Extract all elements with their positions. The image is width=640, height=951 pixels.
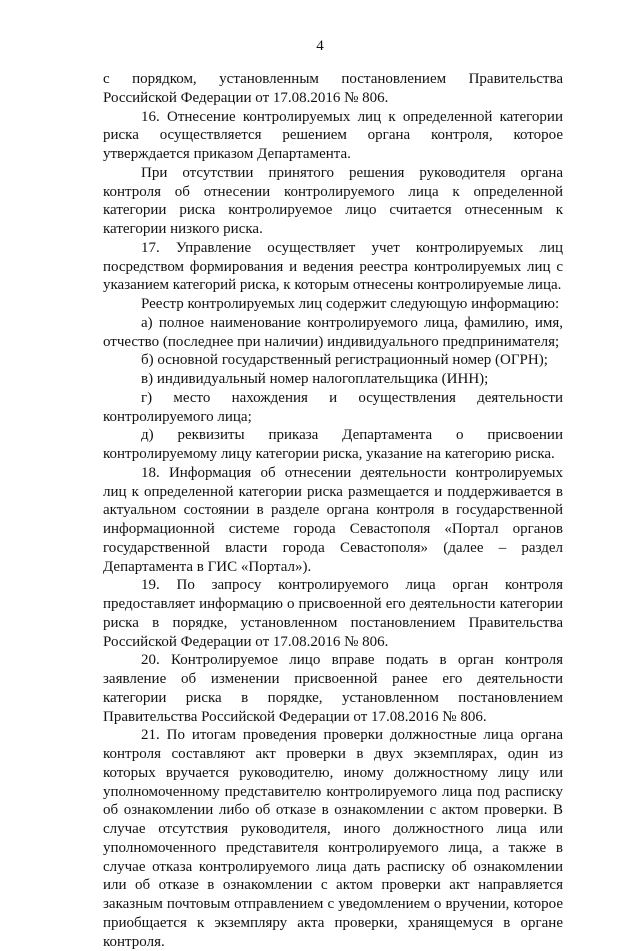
page-number: 4 (316, 38, 324, 54)
paragraph-18: 18. Информация об отнесении деятельности контролируемых лиц к определенной категории риска размещается и поддерживается в актуальном состоянии в разделе органа контроля в государственной информационной системе города Севастополя «Портал органов государственной власти города Севастополя» (далее – раздел Департамента в ГИС «Портал»). (103, 464, 563, 575)
list-item-v: в) индивидуальный номер налогоплательщика (ИНН); (141, 371, 489, 387)
paragraph-19: 19. По запросу контролируемого лица орган контроля предоставляет информацию о присвоенной его деятельности категории риска в порядке, установленном постановлением Правительства Российской Федерации от 17.08.2016 № 806. (103, 577, 563, 650)
paragraph-17: 17. Управление осуществляет учет контролируемых лиц посредством формирования и ведения реестра контролируемых лиц с указанием категорий риска, к которым отнесены контролируемые лица. (103, 239, 563, 294)
paragraph-registry-intro: Реестр контролируемых лиц содержит следующую информацию: (141, 296, 560, 312)
list-item-d: д) реквизиты приказа Департамента о присвоении контролируемому лицу категории риска, указание на категорию риска. (103, 427, 563, 462)
paragraph-21: 21. По итогам проведения проверки должностные лица органа контроля составляют акт проверки в двух экземплярах, один из которых вручается руководителю, иному должностному лицу или уполномоченному представителю контролируемого лица под расписку об ознакомлении либо об отказе в ознакомлении с актом проверки. В случае отсутствия руководителя, иного должностного лица или уполномоченного представителя контролируемого лица, а также в случае отказа контролируемого лица дать расписку об ознакомлении или об отказе в ознакомлении с актом проверки акт направляется заказным почтовым отправлением с уведомлением о вручении, которое приобщается к экземпляру акта проверки, хранящемуся в органе контроля. (103, 727, 563, 950)
document-body (103, 70, 563, 951)
paragraph-20: 20. Контролируемое лицо вправе подать в орган контроля заявление об изменении присвоенной ранее его деятельности категории риска в порядке, установленном постановлением Правительства Российской Федерации от 17.08.2016 № 806. (103, 652, 563, 725)
paragraph-16: 16. Отнесение контролируемых лиц к определенной категории риска осуществляется решением органа контроля, которое утверждается приказом Департамента. (103, 108, 563, 162)
list-item-b: б) основной государственный регистрационный номер (ОГРН); (141, 352, 548, 369)
paragraph-16-default-category: При отсутствии принятого решения руководителя органа контроля об отнесении контролируемого лица к определенной категории риска контролируемое лицо считается отнесенным к категории низкого риска. (103, 164, 563, 237)
list-item-g: г) место нахождения и осуществления деятельности контролируемого лица; (103, 389, 563, 425)
list-item-a: а) полное наименование контролируемого лица, фамилию, имя, отчество (последнее при наличии) индивидуального предпринимателя; (103, 314, 563, 350)
paragraph-continuation: с порядком, установленным постановлением Правительства Российской Федерации от 17.08.2016 № 806. (103, 71, 563, 106)
